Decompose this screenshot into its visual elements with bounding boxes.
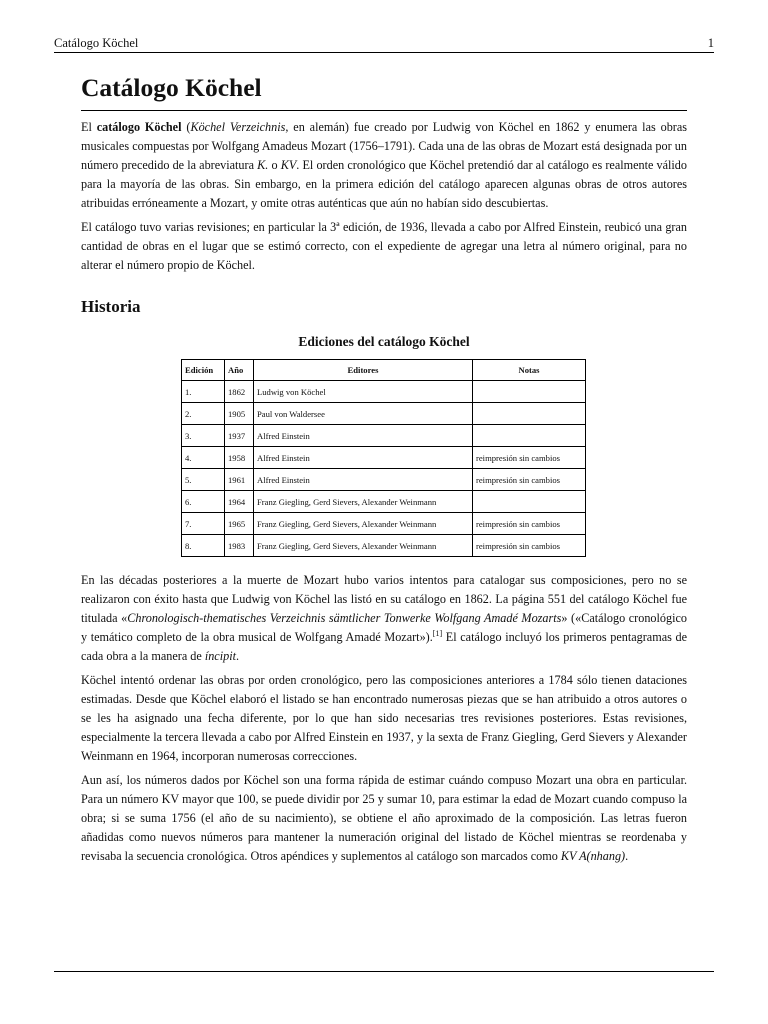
cell-edition: 1. — [182, 381, 225, 403]
cell-edition: 3. — [182, 425, 225, 447]
cell-year: 1961 — [225, 469, 254, 491]
cell-editors: Alfred Einstein — [254, 447, 473, 469]
historia-paragraph-2: Köchel intentó ordenar las obras por orden cronológico, pero las composiciones anteriores a 1784 sólo tienen dataciones estimadas. Desde que Köchel elaboró el listado se han encontrado numerosas piezas que se han atribuido a otros autores o se les ha asignado una fecha diferente, por lo que han sido necesarias tres revisiones posteriores. Estas revisiones, especialmente la tercera llevada a cabo por Alfred Einstein en 1937, y la sexta de Franz Giegling, Gerd Sievers y Alexander Weinmann en 1964, incorporan numerosas correcciones. — [81, 673, 687, 763]
cell-editors: Paul von Waldersee — [254, 403, 473, 425]
cell-editors: Franz Giegling, Gerd Sievers, Alexander Weinmann — [254, 513, 473, 535]
cell-editors: Franz Giegling, Gerd Sievers, Alexander Weinmann — [254, 535, 473, 557]
column-header-notas: Notas — [473, 360, 586, 381]
cell-editors: Ludwig von Köchel — [254, 381, 473, 403]
cell-year: 1862 — [225, 381, 254, 403]
footer-divider — [54, 971, 714, 972]
table-header-row — [182, 360, 586, 381]
cell-year: 1905 — [225, 403, 254, 425]
cell-year: 1958 — [225, 447, 254, 469]
table-row — [182, 425, 586, 447]
cell-notes — [473, 425, 586, 447]
cell-edition: 6. — [182, 491, 225, 513]
table-row — [182, 403, 586, 425]
table-row — [182, 469, 586, 491]
cell-edition: 8. — [182, 535, 225, 557]
table-row — [182, 491, 586, 513]
page-title: Catálogo Köchel — [81, 72, 687, 111]
cell-edition: 4. — [182, 447, 225, 469]
cell-edition: 7. — [182, 513, 225, 535]
cell-year: 1937 — [225, 425, 254, 447]
cell-edition: 5. — [182, 469, 225, 491]
table-row — [182, 513, 586, 535]
cell-editors: Alfred Einstein — [254, 469, 473, 491]
table-caption: Ediciones del catálogo Köchel — [298, 334, 470, 349]
table-row — [182, 381, 586, 403]
column-header-edicion: Edición — [182, 360, 225, 381]
table-row — [182, 447, 586, 469]
cell-notes: reimpresión sin cambios — [473, 447, 586, 469]
cell-notes — [473, 491, 586, 513]
cell-notes — [473, 381, 586, 403]
article-body — [81, 72, 687, 866]
cell-notes — [473, 403, 586, 425]
table-row — [182, 535, 586, 557]
cell-year: 1965 — [225, 513, 254, 535]
cell-notes: reimpresión sin cambios — [473, 535, 586, 557]
column-header-ano: Año — [225, 360, 254, 381]
page-number: 1 — [707, 36, 714, 50]
reference-link[interactable]: [1] — [432, 628, 443, 638]
cell-edition: 2. — [182, 403, 225, 425]
historia-paragraph-3: Aun así, los números dados por Köchel son una forma rápida de estimar cuándo compuso Mozart una obra en particular. Para un número KV mayor que 100, se puede dividir por 25 y sumar 10, para estimar la edad de Mozart cuando compuso la obra; si se suma 1756 (el año de su nacimiento), se obtiene el año aproximado de la composición. Las letras fueron añadidas como nuevos números para mantener la numeración original del listado de Köchel mientras se reordenaba y revisaba la secuencia cronológica. Otros apéndices y suplementos al catálogo son marcados como KV A(nhang). — [81, 773, 687, 863]
cell-notes: reimpresión sin cambios — [473, 469, 586, 491]
bold-term: catálogo Köchel — [96, 120, 182, 134]
cell-editors: Franz Giegling, Gerd Sievers, Alexander Weinmann — [254, 491, 473, 513]
cell-year: 1964 — [225, 491, 254, 513]
running-title: Catálogo Köchel — [54, 36, 139, 50]
cell-year: 1983 — [225, 535, 254, 557]
column-header-editores: Editores — [254, 360, 473, 381]
intro-paragraph-1: El catálogo Köchel (Köchel Verzeichnis, en alemán) fue creado por Ludwig von Köchel en 1862 y enumera las obras musicales compuestas por Wolfgang Amadeus Mozart (1756–1791). Cada una de las obras de Mozart está designada por un número precedido de la abreviatura K. o KV. El orden cronológico que Köchel pretendió dar al catálogo es realmente válido para la mayoría de las obras. Sin embargo, en la primera edición del catálogo aparecen algunas obras de otros autores atribuidas erróneamente a Mozart, y omite otras auténticas que aún no habían sido descubiertas. — [81, 120, 687, 210]
running-header — [54, 36, 714, 53]
intro-paragraph-2: El catálogo tuvo varias revisiones; en particular la 3ª edición, de 1936, llevada a cabo por Alfred Einstein, reubicó una gran cantidad de obras en el lugar que se estimó correcto, con el expediente de agregar una letra al número original, para no alterar el número propio de Köchel. — [81, 220, 687, 272]
section-heading-historia: Historia — [81, 297, 141, 316]
historia-paragraph-1: En las décadas posteriores a la muerte de Mozart hubo varios intentos para catalogar sus composiciones, pero no se realizaron con éxito hasta que Ludwig von Köchel las listó en su catálogo en 1862. La página 551 del catálogo Köchel fue titulada «Chronologisch-thematisches Verzeichnis sämtlicher Tonwerke Wolfgang Amadé Mozarts» («Catálogo cronológico y temático completo de la obra musical de Wolfgang Amadé Mozart»).[1] El catálogo incluyó los primeros pentagramas de cada obra a la manera de íncipit. — [81, 573, 688, 663]
cell-editors: Alfred Einstein — [254, 425, 473, 447]
editions-table — [181, 359, 586, 557]
cell-notes: reimpresión sin cambios — [473, 513, 586, 535]
